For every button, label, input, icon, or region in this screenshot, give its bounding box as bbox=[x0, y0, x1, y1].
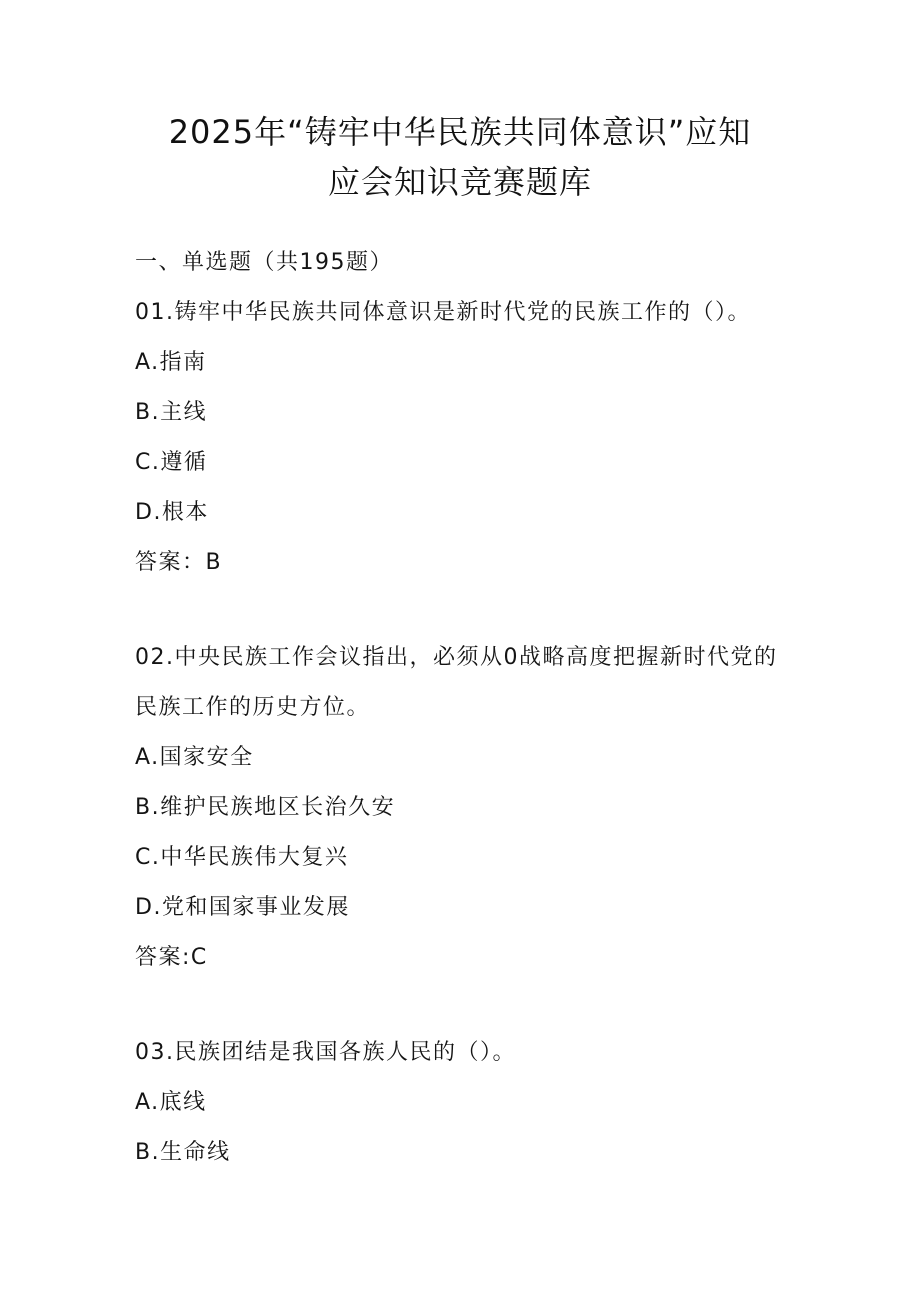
question-option-b: B.主线 bbox=[135, 400, 208, 425]
question-stem-continued: 民族工作的历史方位。 bbox=[135, 695, 371, 720]
question-option-d: D.根本 bbox=[135, 500, 209, 525]
question-option-b: B.维护民族地区长治久安 bbox=[135, 795, 396, 820]
document-title-line-1: 2025年“铸牢中华民族共同体意识”应知 bbox=[168, 113, 752, 151]
question-option-c: C.遵循 bbox=[135, 450, 208, 475]
question-option-a: A.指南 bbox=[135, 350, 207, 375]
question-option-c: C.中华民族伟大复兴 bbox=[135, 845, 349, 870]
question-stem: 01.铸牢中华民族共同体意识是新时代党的民族工作的（）。 bbox=[135, 300, 751, 325]
question-option-a: A.底线 bbox=[135, 1090, 207, 1115]
question-option-d: D.党和国家事业发展 bbox=[135, 895, 350, 920]
question-stem: 03.民族团结是我国各族人民的（）。 bbox=[135, 1040, 516, 1065]
question-stem: 02.中央民族工作会议指出，必须从0战略高度把握新时代党的 bbox=[135, 645, 778, 670]
section-heading: 一、单选题（共195题） bbox=[135, 250, 393, 275]
question-answer: 答案:C bbox=[135, 945, 208, 970]
question-option-a: A.国家安全 bbox=[135, 745, 254, 770]
question-option-b: B.生命线 bbox=[135, 1140, 231, 1165]
document-title-line-2: 应会知识竞赛题库 bbox=[327, 163, 592, 201]
question-answer: 答案：B bbox=[135, 550, 223, 575]
